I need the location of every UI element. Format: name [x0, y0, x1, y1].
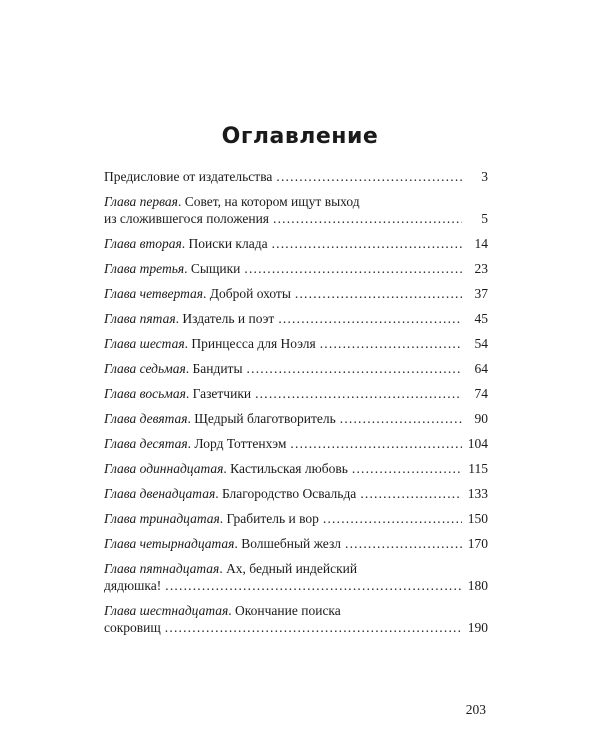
- toc-line: [104, 193, 488, 210]
- toc-entry: [104, 285, 488, 302]
- toc-label: [104, 360, 243, 377]
- toc-line: [104, 335, 488, 352]
- chapter-number: Глава восьмая: [104, 386, 186, 401]
- toc-line: [104, 235, 488, 252]
- chapter-title: . Окончание поиска: [228, 603, 341, 618]
- chapter-title: . Газетчики: [185, 386, 252, 401]
- toc-page-number: 64: [474, 361, 488, 376]
- toc-label: [104, 619, 161, 636]
- toc-line: [104, 210, 488, 227]
- toc-entry: [104, 560, 488, 594]
- toc-line: [104, 485, 488, 502]
- dot-leader: [278, 310, 462, 327]
- toc-line: [104, 510, 488, 527]
- dot-leader: [320, 335, 462, 352]
- chapter-title: . Лорд Тоттенхэм: [187, 436, 287, 451]
- toc-line: [104, 619, 488, 636]
- toc-page-number: 5: [481, 211, 488, 226]
- toc-label: [104, 510, 319, 527]
- toc-entry: [104, 410, 488, 427]
- toc-label: [104, 210, 269, 227]
- toc-label: [104, 560, 357, 577]
- toc-label: [104, 535, 341, 552]
- chapter-number: Глава девятая: [104, 411, 188, 426]
- toc-entry: [104, 485, 488, 502]
- chapter-title: . Поиски клада: [181, 236, 268, 251]
- toc-line: [104, 560, 488, 577]
- dot-leader: [345, 535, 462, 552]
- toc-entry: [104, 460, 488, 477]
- toc-line: [104, 310, 488, 327]
- chapter-title: . Бандиты: [185, 361, 243, 376]
- chapter-number: Глава седьмая: [104, 361, 186, 376]
- chapter-number: Глава тринадцатая: [104, 511, 220, 526]
- dot-leader: [360, 485, 462, 502]
- toc-entry: [104, 260, 488, 277]
- chapter-title: . Грабитель и вор: [219, 511, 319, 526]
- toc-label: [104, 460, 348, 477]
- toc-page-number: 180: [467, 578, 488, 593]
- chapter-title: . Совет, на котором ищут выход: [177, 194, 360, 209]
- dot-leader: [244, 260, 462, 277]
- chapter-number: Глава пятая: [104, 311, 176, 326]
- chapter-title: дядюшка!: [104, 578, 162, 593]
- toc-page-number: 150: [467, 511, 488, 526]
- dot-leader: [247, 360, 462, 377]
- chapter-title: . Принцесса для Ноэля: [184, 336, 316, 351]
- toc-entry: [104, 335, 488, 352]
- toc-label: [104, 285, 291, 302]
- chapter-title: . Издатель и поэт: [175, 311, 275, 326]
- toc-label: [104, 385, 251, 402]
- toc-label: [104, 335, 316, 352]
- dot-leader: [272, 235, 462, 252]
- chapter-title: . Кастильская любовь: [223, 461, 348, 476]
- dot-leader: [323, 510, 462, 527]
- chapter-title: сокровищ: [104, 620, 161, 635]
- dot-leader: [340, 410, 462, 427]
- toc-entry: [104, 310, 488, 327]
- toc-page-number: 190: [467, 620, 488, 635]
- chapter-title: . Ах, бедный индейский: [219, 561, 358, 576]
- toc-line: [104, 285, 488, 302]
- toc-line: [104, 385, 488, 402]
- chapter-number: Глава вторая: [104, 236, 182, 251]
- chapter-title: из сложившегося положения: [104, 211, 269, 226]
- toc-label: [104, 410, 336, 427]
- chapter-title: . Щедрый благотворитель: [187, 411, 336, 426]
- toc-label: [104, 235, 268, 252]
- page-number: 203: [465, 702, 486, 717]
- chapter-number: Глава четырнадцатая: [104, 536, 235, 551]
- toc-page-number: 23: [474, 261, 488, 276]
- chapter-title: Предисловие от издательства: [104, 169, 273, 184]
- toc-page-number: 54: [474, 336, 488, 351]
- toc-page-number: 90: [474, 411, 488, 426]
- toc-page-number: 74: [474, 386, 488, 401]
- chapter-title: . Сыщики: [184, 261, 241, 276]
- toc-line: [104, 602, 488, 619]
- toc-entry: [104, 510, 488, 527]
- chapter-number: Глава шестнадцатая: [104, 603, 229, 618]
- chapter-number: Глава третья: [104, 261, 185, 276]
- toc-line: [104, 360, 488, 377]
- toc-line: [104, 460, 488, 477]
- toc-entry: [104, 385, 488, 402]
- chapter-number: Глава десятая: [104, 436, 188, 451]
- dot-leader: [273, 210, 462, 227]
- toc-label: [104, 260, 240, 277]
- chapter-title: . Доброй охоты: [203, 286, 291, 301]
- toc-page-number: 115: [468, 461, 488, 476]
- toc-line: [104, 435, 488, 452]
- toc-label: [104, 193, 360, 210]
- dot-leader: [352, 460, 462, 477]
- toc-page-number: 104: [467, 436, 488, 451]
- toc-label: [104, 485, 356, 502]
- chapter-number: Глава двенадцатая: [104, 486, 216, 501]
- chapter-title: . Благородство Освальда: [215, 486, 357, 501]
- dot-leader: [290, 435, 462, 452]
- toc-page-number: 170: [467, 536, 488, 551]
- toc-entry: [104, 360, 488, 377]
- dot-leader: [276, 168, 462, 185]
- toc-entry: [104, 168, 488, 185]
- chapter-number: Глава четвертая: [104, 286, 204, 301]
- toc-label: [104, 168, 272, 185]
- toc-page-number: 133: [467, 486, 488, 501]
- dot-leader: [165, 577, 462, 594]
- toc-line: [104, 260, 488, 277]
- toc-page-number: 14: [474, 236, 488, 251]
- dot-leader: [295, 285, 462, 302]
- toc-line: [104, 535, 488, 552]
- dot-leader: [165, 619, 462, 636]
- toc-page-number: 37: [474, 286, 488, 301]
- toc-page-number: 3: [481, 169, 488, 184]
- chapter-title: . Волшебный жезл: [234, 536, 342, 551]
- page-title: Оглавление: [221, 124, 379, 149]
- table-of-contents: [104, 168, 488, 644]
- toc-entry: [104, 435, 488, 452]
- chapter-number: Глава одиннадцатая: [104, 461, 224, 476]
- toc-label: [104, 310, 274, 327]
- chapter-number: Глава первая: [104, 194, 178, 209]
- toc-page-number: 45: [474, 311, 488, 326]
- toc-label: [104, 602, 341, 619]
- toc-line: [104, 168, 488, 185]
- toc-entry: [104, 193, 488, 227]
- toc-line: [104, 577, 488, 594]
- toc-entry: [104, 535, 488, 552]
- toc-line: [104, 410, 488, 427]
- toc-entry: [104, 602, 488, 636]
- dot-leader: [255, 385, 462, 402]
- chapter-number: Глава шестая: [104, 336, 185, 351]
- chapter-number: Глава пятнадцатая: [104, 561, 220, 576]
- toc-label: [104, 577, 161, 594]
- toc-label: [104, 435, 286, 452]
- toc-entry: [104, 235, 488, 252]
